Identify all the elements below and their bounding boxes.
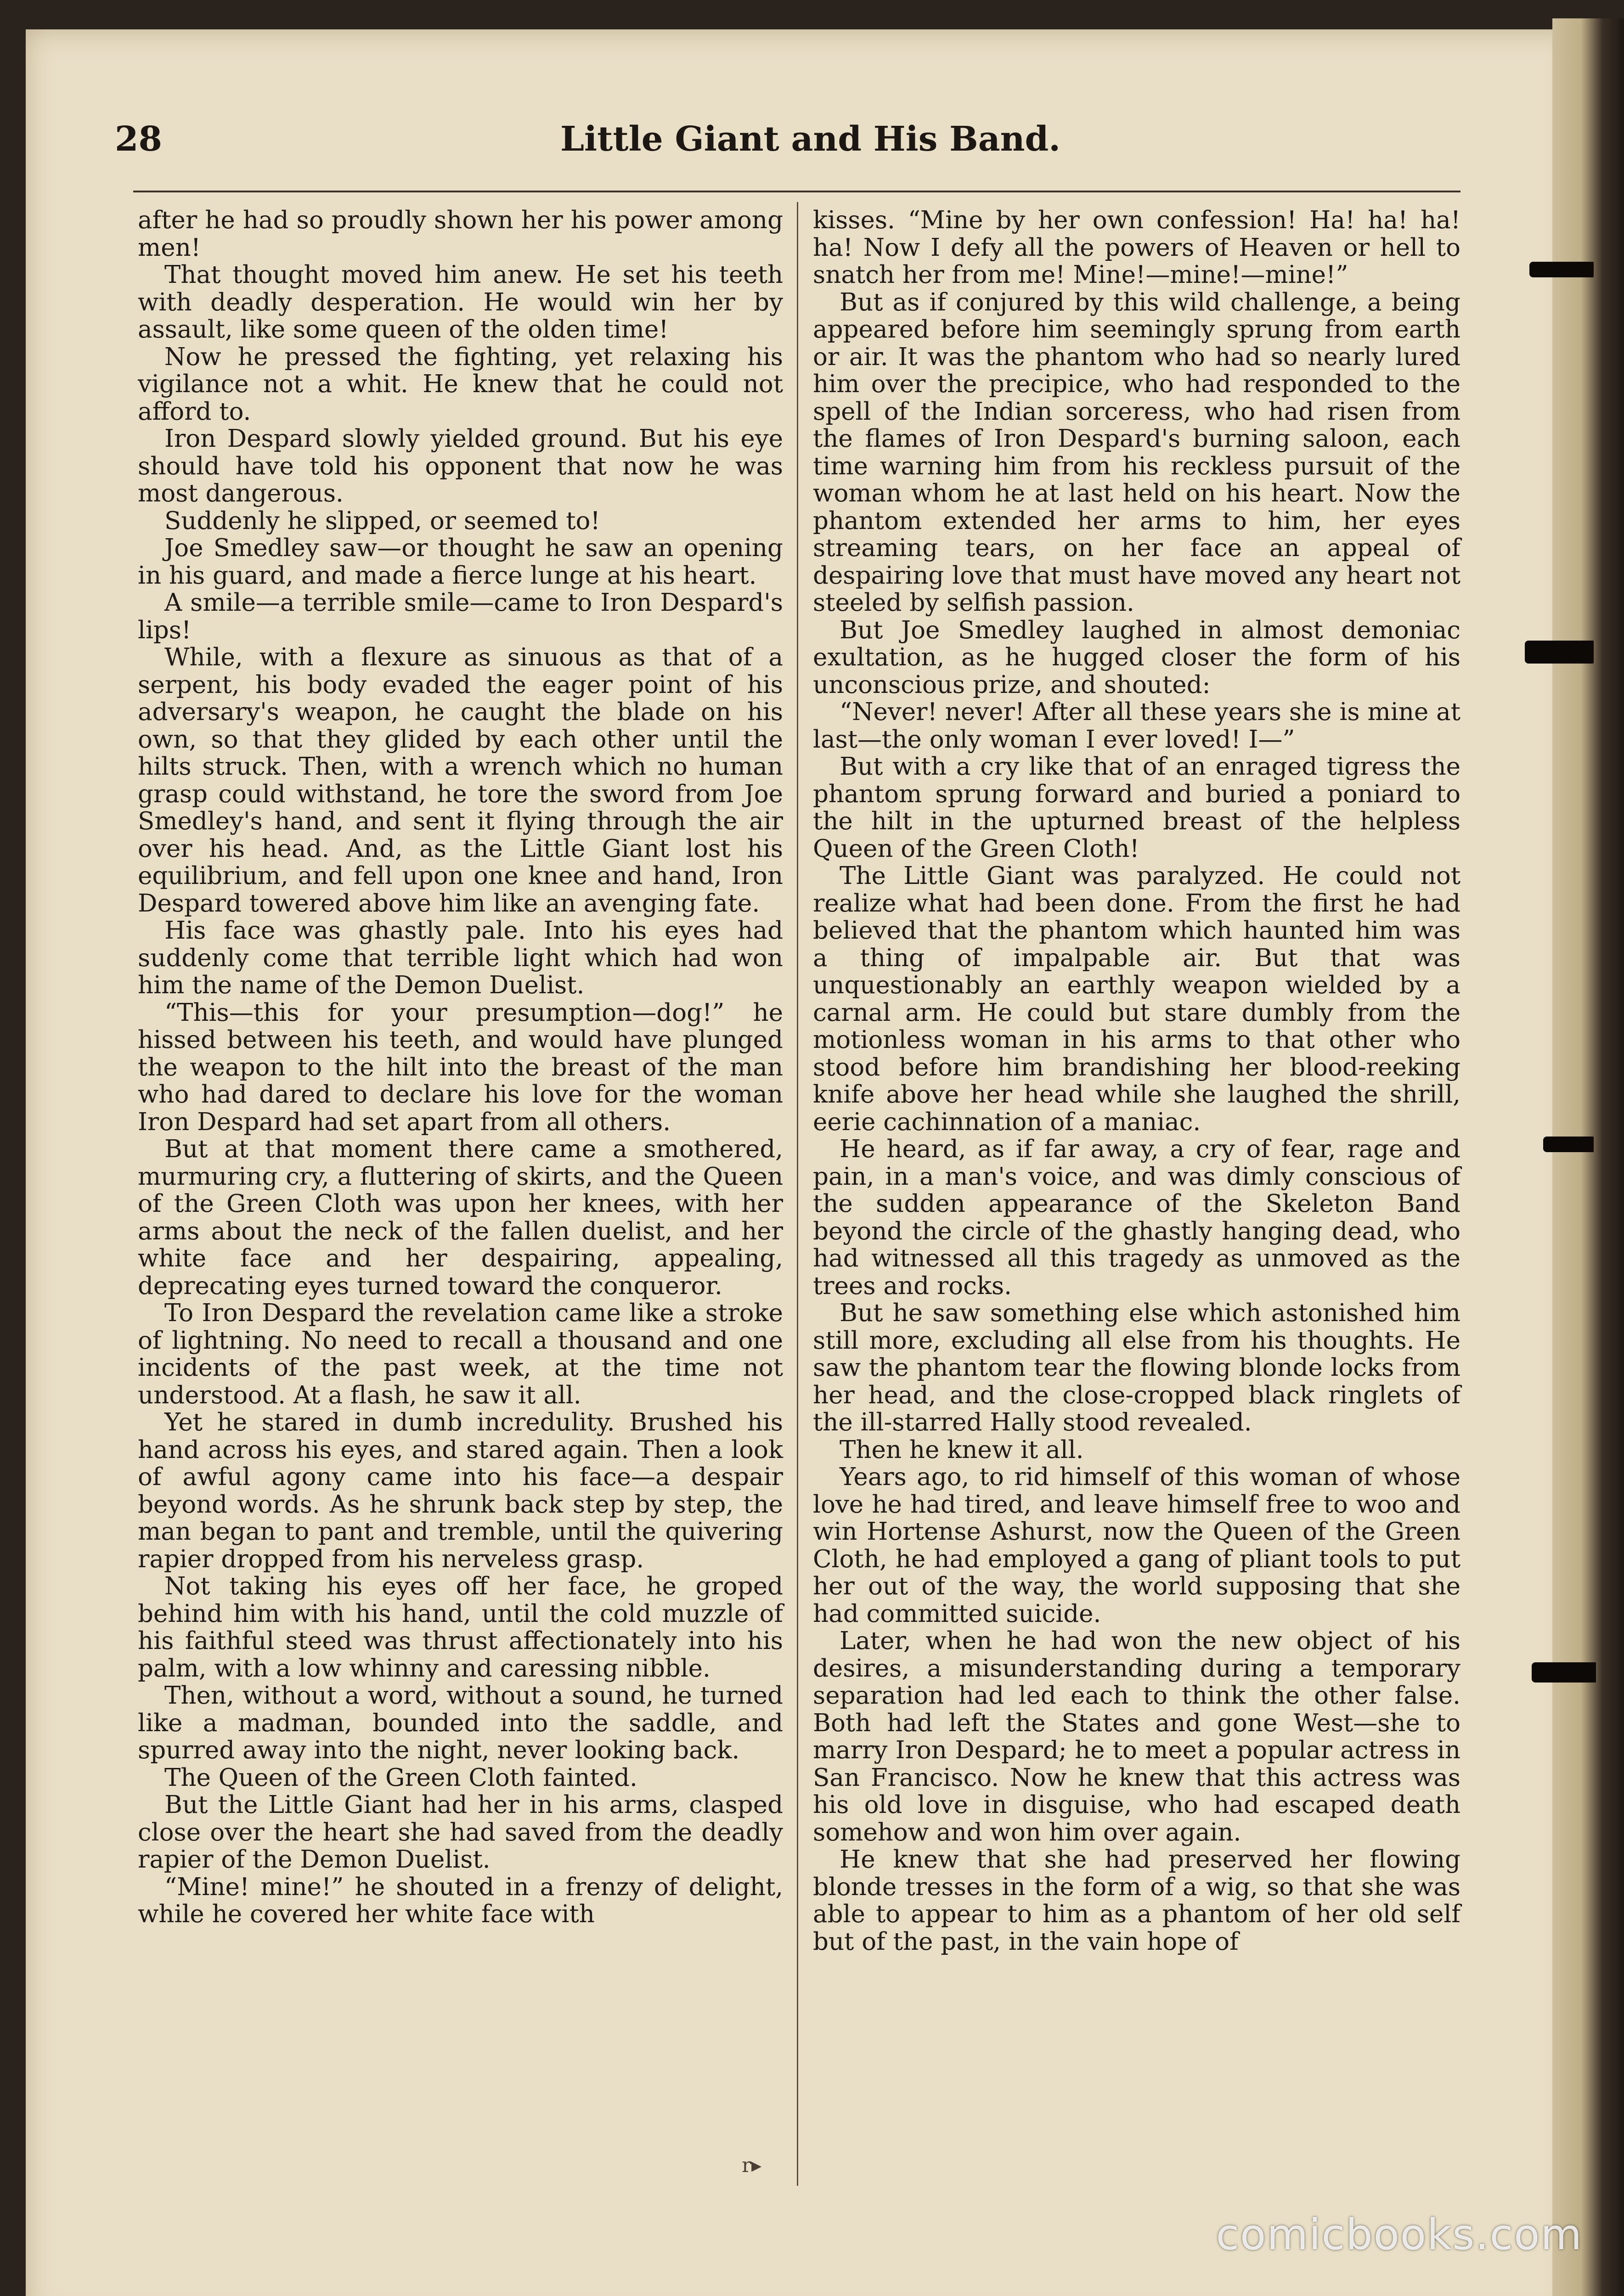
watermark: comicbooks.com <box>1216 2210 1583 2259</box>
paragraph: But Joe Smedley laughed in almost demoniac exultation, as he hugged closer the form of his unconscious prize, and shouted: <box>813 616 1460 699</box>
binding-tab <box>1529 262 1594 277</box>
paragraph: Not taking his eyes off her face, he groped behind him with his hand, until the cold muzzle of his faithful steed was thrust affectionately into his palm, with a low whinny and caressing nibble. <box>138 1572 783 1683</box>
paragraph: He heard, as if far away, a cry of fear, rage and pain, in a man's voice, and was dimly conscious of the sudden appearance of the Skeleton Band beyond the circle of the ghastly hanging dead, who had witnessed all this tragedy as unmoved as the trees and rocks. <box>813 1135 1460 1300</box>
paragraph: He knew that she had preserved her flowing blonde tresses in the form of a wig, so that she was able to appear to him as a phantom of her old self but of the past, in the vain hope of <box>813 1846 1460 1956</box>
paragraph: But the Little Giant had her in his arms, clasped close over the heart she had saved from the deadly rapier of the Demon Duelist. <box>138 1791 783 1874</box>
header-rule <box>133 191 1460 192</box>
paragraph: His face was ghastly pale. Into his eyes had suddenly come that terrible light which had won him the name of the Demon Duelist. <box>138 917 783 999</box>
column-divider <box>797 202 798 2186</box>
printer-mark: r▸ <box>742 2154 762 2177</box>
page-number: 28 <box>115 119 162 159</box>
paragraph: Joe Smedley saw—or thought he saw an opening in his guard, and made a fierce lunge at his heart. <box>138 534 783 590</box>
paragraph: “This—this for your presumption—dog!” he hissed between his teeth, and would have plunged the weapon to the hilt into the breast of the man who had dared to declare his love for the woman Iron Despard had set apart from all others. <box>138 998 783 1136</box>
paragraph: That thought moved him anew. He set his teeth with deadly desperation. He would win her by assault, like some queen of the olden time! <box>138 261 783 343</box>
paragraph: The Queen of the Green Cloth fainted. <box>164 1763 637 1792</box>
running-title: Little Giant and His Band. <box>560 119 1060 159</box>
paragraph: Then, without a word, without a sound, he turned like a madman, bounded into the saddle, and spurred away into the night, never looking back. <box>138 1682 783 1764</box>
paragraph: A smile—a terrible smile—came to Iron Despard's lips! <box>138 589 783 644</box>
paragraph: But he saw something else which astonished him still more, excluding all else from his thoughts. He saw the phantom tear the flowing blonde locks from her head, and the close-cropped black ringlets of the ill-starred Hally stood revealed. <box>813 1299 1460 1436</box>
paragraph: But as if conjured by this wild challenge, a being appeared before him seemingly sprung from earth or air. It was the phantom who had so nearly lured him over the precipice, who had responded to the spell of the Indian sorceress, who had risen from the flames of Iron Despard's burning saloon, each time warning him from his reckless pursuit of the woman whom he at last held on his heart. Now the phantom extended her arms to him, her eyes streaming tears, on her face an appeal of despairing love that must have moved any heart not steeled by selfish passion. <box>813 288 1460 617</box>
left-column <box>138 207 783 1928</box>
paragraph: Years ago, to rid himself of this woman of whose love he had tired, and leave himself free to woo and win Hortense Ashurst, now the Queen of the Green Cloth, he had employed a gang of pliant tools to put her out of the way, the world supposing that she had committed suicide. <box>813 1463 1460 1628</box>
paragraph: Then he knew it all. <box>840 1435 1084 1464</box>
paragraph: “Never! never! After all these years she is mine at last—the only woman I ever loved! I—” <box>813 698 1460 754</box>
running-header <box>115 119 1470 179</box>
binding-tab <box>1525 641 1594 664</box>
paragraph: kisses. “Mine by her own confession! Ha! ha! ha! ha! Now I defy all the powers of Heaven or hell to snatch her from me! Mine!—mine!—mine!” <box>813 206 1460 289</box>
page-binding-edge <box>1552 18 1624 2296</box>
paragraph: But with a cry like that of an enraged tigress the phantom sprung forward and buried a poniard to the hilt in the upturned breast of the helpless Queen of the Green Cloth! <box>813 753 1460 863</box>
paragraph: “Mine! mine!” he shouted in a frenzy of delight, while he covered her white face with <box>138 1873 783 1928</box>
paragraph: after he had so proudly shown her his power among men! <box>138 206 783 262</box>
binding-tab <box>1532 1662 1596 1683</box>
paragraph: Yet he stared in dumb incredulity. Brushed his hand across his eyes, and stared again. Then a look of awful agony came into his face—a despair beyond words. As he shrunk back step by step, the man began to pant and tremble, until the quivering rapier dropped from his nerveless grasp. <box>138 1408 783 1573</box>
paragraph: The Little Giant was paralyzed. He could not realize what had been done. From the first he had believed that the phantom which haunted him was a thing of impalpable air. But that was unquestionably an earthly weapon wielded by a carnal arm. He could but stare dumbly from the motionless woman in his arms to that other who stood before him brandishing her blood-reeking knife above her head while she laughed the shrill, eerie cachinnation of a maniac. <box>813 862 1460 1136</box>
right-column <box>813 207 1460 1955</box>
paragraph: Later, when he had won the new object of his desires, a misunderstanding during a temporary separation had led each to think the other false. Both had left the States and gone West—she to marry Iron Despard; he to meet a popular actress in San Francisco. Now he knew that this actress was his old love in disguise, who had escaped death somehow and won him over again. <box>813 1627 1460 1846</box>
binding-tab <box>1543 1137 1594 1152</box>
paragraph: Suddenly he slipped, or seemed to! <box>164 506 600 535</box>
paragraph: Now he pressed the fighting, yet relaxing his vigilance not a whit. He knew that he could not afford to. <box>138 343 783 426</box>
paragraph: But at that moment there came a smothered, murmuring cry, a fluttering of skirts, and the Queen of the Green Cloth was upon her knees, with her arms about the neck of the fallen duelist, and her white face and her despairing, appealing, deprecating eyes turned toward the conqueror. <box>138 1135 783 1300</box>
paragraph: To Iron Despard the revelation came like a stroke of lightning. No need to recall a thousand and one incidents of the past week, at the time not understood. At a flash, he saw it all. <box>138 1299 783 1409</box>
paragraph: Iron Despard slowly yielded ground. But his eye should have told his opponent that now he was most dangerous. <box>138 425 783 507</box>
paragraph: While, with a flexure as sinuous as that of a serpent, his body evaded the eager point of his adversary's weapon, he caught the blade on his own, so that they glided by each other until the hilts struck. Then, with a wrench which no human grasp could withstand, he tore the sword from Joe Smedley's hand, and sent it flying through the air over his head. And, as the Little Giant lost his equilibrium, and fell upon one knee and hand, Iron Despard towered above him like an avenging fate. <box>138 643 783 917</box>
